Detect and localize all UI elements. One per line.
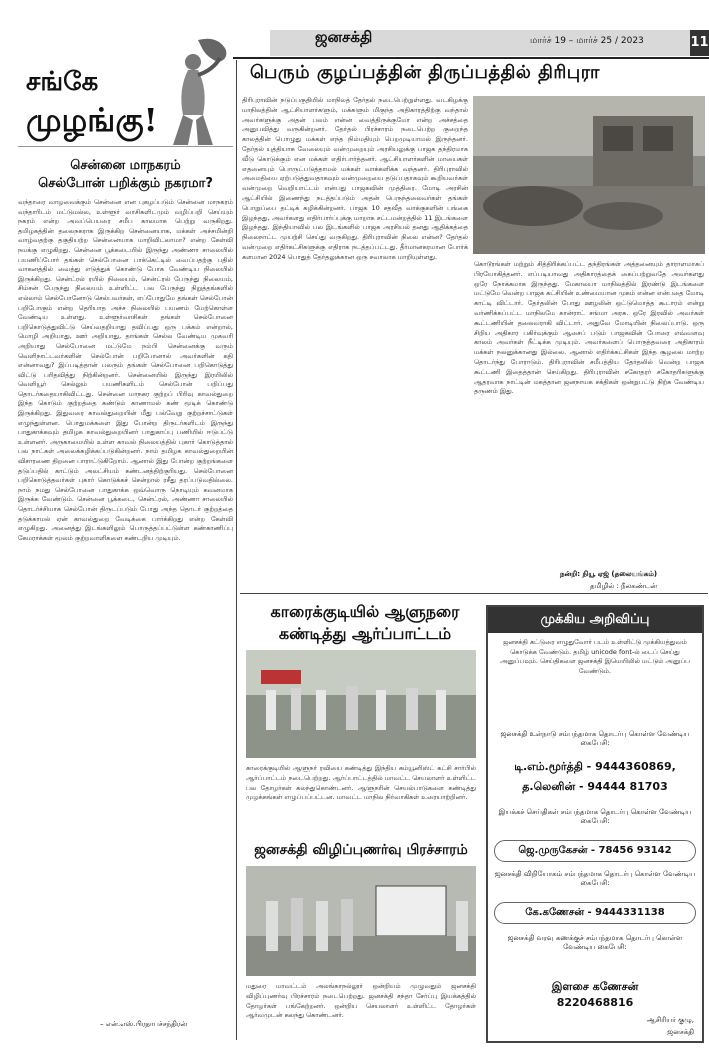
notice-closing-2: ஜனசக்தி: [667, 1028, 694, 1036]
main-headline: பெரும் குழப்பத்தின் திருப்பத்தில் திரிபுரா: [250, 62, 600, 83]
notice-intro: ஜனசக்தி கட்டுரை எழுதுவோர் படம் உள்ளிட்டு முக்கியத்துவம் கொடுக்க வேண்டும். தமிழ் unicode font-ல் டைப் செய்து அனுப்பவும். செய்திகளை ஜனசக்தி இமெயிலில் மட்டும் அனுப்ப வேண்டும்.: [500, 638, 690, 675]
notice-contact-3: ஜெ.முருகேசன் - 78456 93142: [494, 840, 696, 862]
conch-blower-illustration: [148, 30, 233, 150]
notice-section-3: ஜனசக்தி விநியோகம் சம்பந்தமாக தொடர்பு கொள்ள வேண்டிய கைபேசி:: [494, 870, 696, 887]
notice-section-4: ஜனசக்தி வரவு கணக்குச் சம்பந்தமாக தொடர்பு கொள்ள வேண்டிய கைபேசி:: [507, 934, 683, 951]
notice-contact-2: த.லெனின் - 94444 81703: [522, 780, 668, 793]
notice-section-1: ஜனசக்தி உள்நாடு சம்பந்தமாக தொடர்பு கொள்ள வேண்டிய கைபேசி:: [500, 730, 690, 747]
page-number: 11: [690, 30, 709, 56]
awareness-campaign-body: மதுரை மாவட்டம் அலங்காநல்லூர் ஒன்றியம் முழுவதும் ஜனசக்தி விழிப்புணர்வு பிரச்சாரம் நடைபெற்றது. ஜனசக்தி சந்தா சேர்ப்பு இயக்கத்தில் தோழர்கள் பங்கேற்றனர். ஒன்றிய செயலாளர் உள்ளிட்ட தோழர்கள் ஆர்வமுடன் கலந்து கொண்டனர்.: [246, 982, 476, 1020]
issue-dateline: மார்ச் 19 – மார்ச் 25 / 2023: [530, 36, 644, 46]
notice-closing-1: ஆசிரியர் குழு,: [646, 1016, 694, 1024]
karaikudi-headline-line2: கண்டித்து ஆர்ப்பாட்டம்: [278, 624, 452, 643]
notice-title: முக்கிய அறிவிப்பு: [488, 607, 702, 633]
notice-contact-5: இளசை கணேசன்: [551, 980, 639, 993]
section-rule: [240, 593, 708, 594]
column-title-part2: முழங்கு!: [26, 101, 158, 139]
header-rule: [233, 57, 709, 59]
notice-contact-6: 8220468816: [556, 996, 634, 1009]
awareness-campaign-headline: ஜனசக்தி விழிப்புணர்வு பிரச்சாரம்: [254, 842, 468, 858]
column-subhead-city: சென்னை மாநகரம்: [70, 158, 181, 173]
main-story-body-left: திரிபுராவின் நடுப்பகுதியில் மாநிலத் தேர்தல் நடைபெற்றுள்ளது. வடகிழக்கு மாநிலத்தின் ஆட்சியாளர்களும், மக்களும் மிகுந்த அதிகாரத்திற்கு வந்தால் அவர்களுக்கு அதன் பலம் என்ன வைத்திருக்குமோ என்ற அச்சத்தை அனுபவித்து வருகின்றனர். தேர்தல் பிரச்சாரம் நடைபெற்ற குறைந்த காலத்தின் பொழுது மக்கள் எந்த நிம்மதியும் பெறமுடியாமல் இருந்தனர். தேர்தல் யுத்தியாக வேலையும் வன்முறையும் அரசியலுக்கு பாஜக தந்திரமாக வீடு கொடுக்கும் என மக்கள் எதிர்பார்த்தனர். ஆட்சியாளர்களின் மாயைகள் எதனையும் பொருட்படுத்தாமல் மக்கள் வாக்களிக்க வந்தனர். திரிபுராவில் அமைதியை ஏற்படுத்துவதாகவும் வன்முறையை தடுப்பதாகவும் கூறியவர்கள் வன்முறை வெறியாட்டம் என்பது பாஜகவின் முத்திரை. மோடி அரசின் ஆட்சியில் இணைந்து நடத்தப்படும் அதன் பெருந்தலைவர்கள் தங்கள் பொறுப்பை தட்டிக் கழிக்கின்றனர். பாஜக 10 சதவீத வாக்குகளின் பங்கை இழந்தது, அவர்களது எதிர்பார்ப்புக்கு மாறாக சட்டமன்றத்தில் 11 இடங்களை இழந்தது. இந்தியாவில் பல இடங்களில் பாஜக அரசியல் தனது ஆதிக்கத்தை நிலைநாட்ட முயற்சி செய்து வருகிறது. திரிபுராவின் நிலை என்ன? தேர்தல் வன்முறை எதிர்கட்சிகளுக்கு எதிராக நடத்தப்பட்டது. தீர்மானகரமான போர்க் களமான 2024 பொதுத் தேர்தலுக்கான ஒரு சவாலாக மாறியுள்ளது.: [242, 96, 468, 261]
karaikudi-body-text: காரைக்குடியில் ஆளுநர் ரவியை கண்டித்து இந்திய கம்யூனிஸ்ட் கட்சி சார்பில் ஆர்ப்பாட்டம் நடைபெற்றது. ஆர்ப்பாட்டத்தில் மாவட்ட செயலாளர் உள்ளிட்ட பல தோழர்கள் கலந்துகொண்டனர். ஆளுநரின் செயல்பாடுகளை கண்டித்து முழக்கங்கள் எழுப்பப்பட்டன. மாவட்ட மாநில நிர்வாகிகள் உரையாற்றினர்.: [246, 764, 476, 802]
column-title-part1: சங்கே: [26, 67, 99, 97]
column-body-text: வந்தாரை வாழவைக்கும் சென்னை என புகழப்படும் சென்னை மாநகரம் வந்தாரிடம் மட்டுமல்ல, உள்ளூர் வாசிகளிடமும் வழிப்பறி செய்யும் நகரம் என்ற அவப்பெயரை சமீப காலமாக பெற்று வருகிறது. தமிழகத்தின் தலைநகராக இருக்கிற சென்னையாக, மக்கள் அச்சமின்றி வாழ்வதற்கு தகுதியற்ற சென்னையாக மாறிவிடலாமா? என்ற கேள்வி நமக்கு எழுகிறது. சென்னை பூக்கடையில் இருந்து அண்ணா சாலையில் பயணிப்போர் தங்கள் செல்போனை பாக்கெட்டில் வைப்பதற்கு பதில் வாகனத்தில் வைத்து எடுத்துக் கொண்டு போக வேண்டிய நிலையில் இருக்கிறது. சென்ட்ரல் ரயில் நிலையம், சென்ட்ரல் பேருந்து நிலையம், சிம்சன் பேருந்து நிலையம் உள்ளிட்ட பல பேருந்து நிறுத்தங்களில் எல்லாம் செல்போனோடு செல்பவர்கள், எப்போதுமே தங்கள் செல்போன் பறிபோகும் என்ற தெரியாத அச்ச நிலையில் பயணம் மேற்கொள்ள வேண்டிய உள்ளது. உள்ளூர்வாசிகள் தங்கள் செல்போனை பறிகொடுத்துவிட்டு செய்வதறியாது தவிப்பது ஒரு பக்கம் என்றால், மொழி அறியாது, ஊர் அறியாது, தாங்கள் செல்ல வேண்டிய முகவரி அறியாது செல்போனை மட்டுமே நம்பி சென்னைக்கு வரும் வெளிநாட்டவர்களின் செல்போன் பறிபோனால் அவர்களின் கதி என்னாவது? இப்படித்தான் பலரும் தங்கள் செல்போனை பறிகொடுத்து விட்டு பரிதவித்து நிற்கின்றனர். சென்னையில் இருந்து இரயிலில் வெளியூர் செல்லும் பயணிகளிடம் செல்போன் பறிப்பது தொடர்கதையாகிவிட்டது. சென்னை மாநகர குற்றப் பிரிவு காவல்துறை இந்த கொடும் குற்றத்தை கண்டும் காணாமல் கண் மூடிக் கொண்டு இருக்கிறது. இதுவரை காவல்துறையின் மீது பல்வேறு குற்றச்சாட்டுகள் எழுந்துள்ளன. பொதுமக்களை இது போன்ற திருடர்களிடம் இருந்து பாதுகாக்கவும் தமிழக காவல்துறையினர் பாதுகாப்பு பணியில் ஈடுபட்டு உள்ளனர். அருகாமையில் உள்ள காவல் நிலையத்தில் புகார் கொடுத்தால் பல நாட்கள் அலைக்கழிக்கப்படுகின்றனர். நாம் தமிழக காவல்துறையின் விசாரணை திறனை பாராட்டுகிறோம். ஆனால் இது போன்ற குற்றங்களை தடுப்பதில் காட்டும் அலட்சியம் கண்டனத்திற்குரியது. செல்போனை பறிகொடுத்தவர்கள் புகார் கொடுக்கச் சென்றால் ரசீது தரப்படுவதில்லை. நாம் நமது செல்போனை பாதுகாக்க ஒவ்வொரு நொடியும் கவனமாக இருக்க வேண்டும். சென்னை பூக்கடை, சென்ட்ரல், அண்ணா சாலையில் தொடர்ச்சியாக செல்போன் திருடப்படும் போது அந்த தொடர் குற்றத்தை தடுக்காமல் ஏன் காவல்துறை வேடிக்கை பார்க்கிறது என்ற கேள்வி எழுகிறது. அனைத்து இடங்களிலும் பொருத்தப்பட்டுள்ள கண்காணிப்பு கேமராக்கள் மூலம் குற்றவாளிகளை கண்டறிய முடியும்.: [18, 198, 233, 542]
column-vertical-rule: [236, 60, 237, 1040]
violence-scene-photo: [473, 96, 705, 254]
masthead-brand: ஜனசக்தி: [315, 28, 373, 46]
story-credit-translator: தமிழில் : நீலகண்டன்: [590, 582, 657, 590]
campaign-photo: [246, 866, 476, 976]
column-divider: [18, 146, 233, 147]
protest-photo: [246, 650, 476, 758]
main-story-body-right: கொடூரங்கள் மற்றும் சித்திரிக்கப்பட்ட தந்திரங்கள் அத்தனையும் தாராளமாகப் பிரயோகித்தனர். எப்படியாவது அதிகாரத்தைக் கைப்பற்றுவதே அவர்களது ஒரே நோக்கமாக இருந்தது. மேகாலயா மாநிலத்தில் இரண்டு இடங்களை மட்டுமே வென்ற பாஜக கட்சியின் உண்மையான முகம் என்ன என்பதை மோடி காட்டி விட்டார். தேர்தலின் போது ஊழலின் ஒட்டுமொத்த கூடாரம் என்று வர்ணிக்கப்பட்ட மாநிலமே கான்ராட் சங்மா அரசு. ஒரே இரவில் அவர்கள் கூட்டணியின் தலைவராகி விட்டார். அதுவே மோடியின் நிலைப்பாடு. ஒரு சிறிய அதிகார பகிர்வுக்கும் ஆசைப் படும் பாஜகவின் போரை எவ்வளவு காலம் அவர்கள் நீட்டிக்க முடியும். அவர்களைப் பொருத்தவரை அதிகாரம் மக்கள் நலனுக்கானது இல்லை. ஆனால் எதிர்க்கட்சிகள் இந்த சூழலை மாற்ற தொடர்ந்து போராடும். திரிபுராவின் சமீபத்திய தேர்தலில் வென்ற பாஜக கூட்டணி இதைத்தான் செய்கிறது. திரிபுராவின் சகோதரர் சகோதரிகளுக்கு ஆதரவாக நாட்டின் மகத்தான ஜனநாயக சக்திகள் ஒன்றுபட்டு நிற்க வேண்டிய தருணம் இது.: [474, 260, 704, 396]
notice-contact-1: டி.எம்.மூர்த்தி - 9444360869,: [514, 760, 676, 773]
column-author-signature: – என்.எஸ்.பிரதாபச்சந்திரன்: [100, 1020, 188, 1028]
notice-contact-4: கே.கணேசன் - 9444331138: [494, 902, 696, 924]
karaikudi-headline-line1: காரைக்குடியில் ஆளுநரை: [270, 602, 460, 621]
column-subhead-question: செல்போன் பறிக்கும் நகரமா?: [38, 176, 213, 191]
story-credit-source: நன்றி: நியூ ஏஜ் (தலையங்கம்): [560, 570, 658, 578]
notice-section-2: இயக்கச் செய்திகள் சம்பந்தமாக தொடர்பு கொள்ள வேண்டிய கைபேசி:: [498, 808, 692, 825]
